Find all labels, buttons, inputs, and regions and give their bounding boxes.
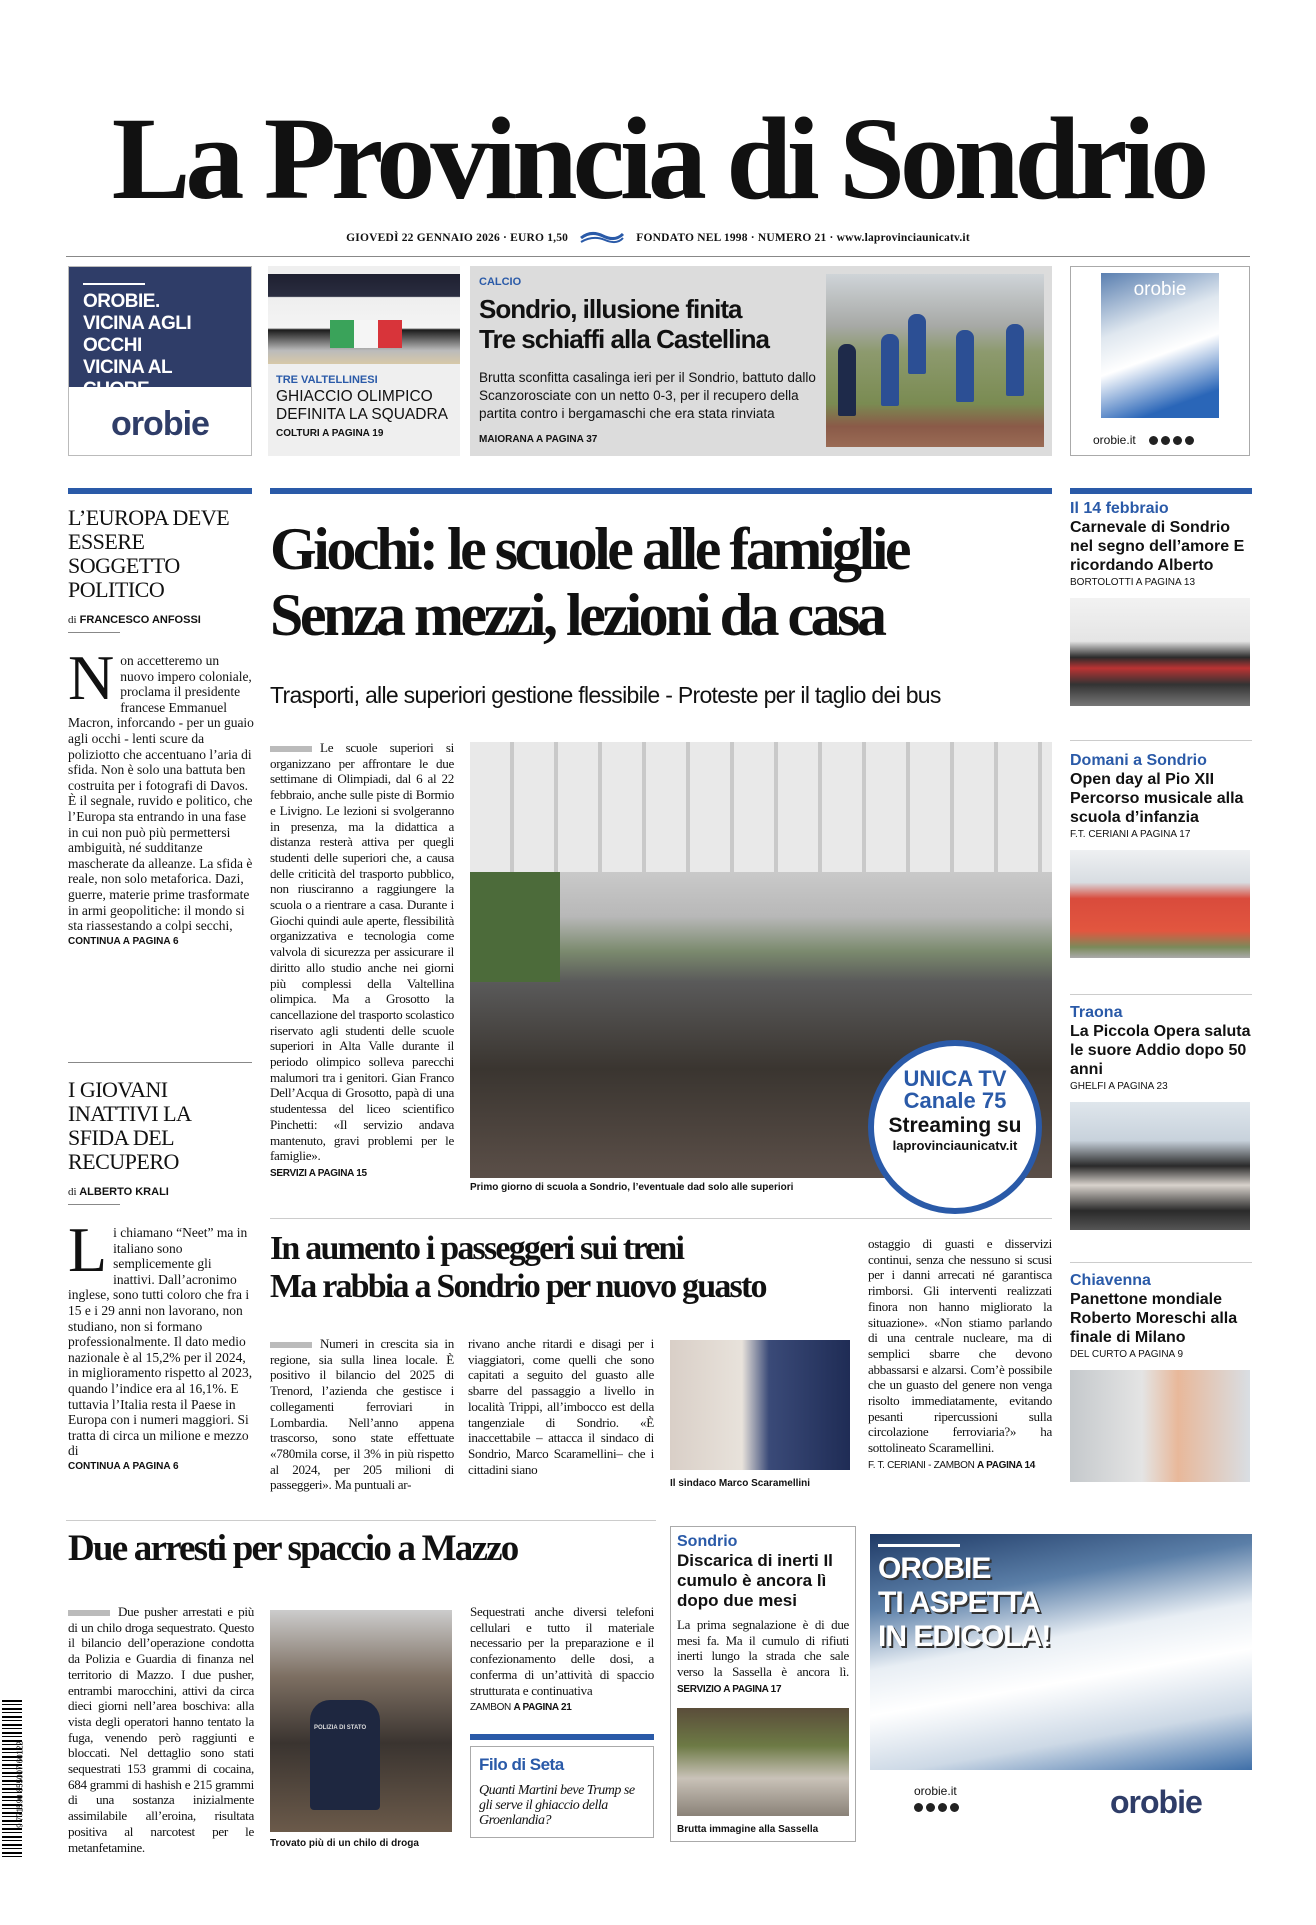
orobie-magazine-cover[interactable] [1070, 266, 1250, 456]
ad-site-link[interactable]: orobie.it [914, 1784, 957, 1798]
orobie-promo-line: VICINA AL CUORE [83, 357, 172, 400]
filo-bar [470, 1734, 654, 1740]
instagram-icon[interactable] [926, 1803, 935, 1812]
italian-flag-icon [330, 320, 402, 348]
drugs-col2 [470, 1604, 654, 1716]
sidebar-byline: F.T. CERIANI A PAGINA 17 [1070, 829, 1191, 840]
divider [1070, 994, 1252, 995]
sidebar-item[interactable] [1070, 1004, 1252, 1230]
calcio-headline [479, 294, 769, 354]
suore-photo [1070, 1102, 1250, 1230]
orobie-edicola-ad[interactable] [870, 1534, 1252, 1844]
lead-subhead: Trasporti, alle superiori gestione flessibile - Proteste per il taglio dei bus [270, 682, 941, 708]
magazine-site-link[interactable]: orobie.it [1093, 433, 1136, 447]
calcio-text: Brutta sconfitta casalinga ieri per il Sondrio, battuto dallo Scanzorosciate con un netto 0-3, per il recupero della partita contro i bergamaschi che era stata rinviata [479, 370, 816, 421]
sidebar-item[interactable] [1070, 500, 1252, 706]
facebook-icon[interactable] [1149, 436, 1158, 445]
opinion-author: ALBERTO KRALI [79, 1186, 169, 1198]
trains-headline-line: In aumento i passeggeri sui treni [270, 1230, 684, 1267]
tv-line: Streaming su [888, 1114, 1022, 1137]
lead-text: Le scuole superiori si organizzano per affrontare le due settimane di Olimpiadi, dal 6 al 22 febbraio, anche sulle piste di Bormio e Livigno. Le lezioni si svolgeranno in presenza, ma la didattica a distanza resterà attiva per quegli studenti delle superiori che, a causa delle criticità del trasporto pubblico, non riusciranno a raggiungere la scuola o a rientrare a casa. Durante i Giochi quindi aule aperte, flessibilità organizzativa e tecnologia come valvola di sicurezza per assicurare il diritto allo studio anche nei giorni più complessi della Valtellina olimpica. Ma a Grosotto la cancellazione del trasporto scolastico riservato agli studenti delle scuole superiori in Alta Valle durante il periodo olimpico solleva parecchi malumori tra i genitori. Gian Franco Dell’Acqua di Grosotto, papà di una studentessa del liceo scientifico Pinchetti: «Il servizio andava mantenuto, gravi problemi per le famiglie». [270, 740, 454, 1164]
teaser-ghiaccio[interactable] [268, 266, 460, 456]
masthead-rule [66, 256, 1250, 257]
magazine-cover-image [1101, 273, 1219, 418]
team-photo [268, 274, 460, 364]
sidebar-kicker: Domani a Sondrio [1070, 752, 1207, 769]
calcio-headline-line: Sondrio, illusione finita [479, 294, 742, 324]
barcode-number: 9 771590 855007 60122 [15, 1741, 25, 1828]
filo-di-seta[interactable] [470, 1746, 654, 1838]
opinion-text: i chiamano “Neet” ma in italiano sono semplicemente gli inattivi. Dall’acronimo inglese, sono tutti coloro che fra i 15 e i 29 anni non lavorano, non studiano, non si formano professionalmente. Il dato medio nazionale è al 15,2% per il 2024, in miglioramento rispetto al 2023, quando l’indice era al 16,1%. E tuttavia l’Italia resta il Paese in Europa con i numeri maggiori. Si tratta di circa un milione e mezzo di [68, 1225, 253, 1459]
ad-site [914, 1784, 959, 1812]
x-icon[interactable] [1173, 436, 1182, 445]
discarica-kicker: Sondrio [677, 1533, 738, 1550]
trains-text: ostaggio di guasti e disservizi continui, senza che nessuno si scusi per i danni arrecati né garantisca rimborsi. Gli interventi realizzati finora non hanno migliorato la situazione». «Non stiamo parlando di una centrale nucleare, ma di semplici sbarre che devono abbassarsi e alzarsi. Com’è possibile che un guasto del genere non venga risolto immediatamente, evitando pesanti ripercussioni sulla circolazione ferroviaria?» ha sottolineato Scaramellini. [868, 1236, 1052, 1456]
sidebar-kicker: Il 14 febbraio [1070, 500, 1169, 517]
opinion-body [68, 1214, 254, 1459]
calcio-teaser[interactable] [470, 266, 1052, 456]
calcio-headline-line: Tre schiaffi alla Castellina [479, 324, 769, 354]
divider [68, 1062, 252, 1063]
teaser-headline: GHIACCIO OLIMPICO DEFINITA LA SQUADRA [276, 388, 448, 423]
police-photo [270, 1610, 452, 1832]
mountain-photo [870, 1534, 1252, 1770]
ad-line: OROBIE [878, 1552, 991, 1585]
drugs-byline[interactable]: ZAMBON A PAGINA 21 [470, 1702, 572, 1714]
lead-top-bar [270, 488, 1052, 494]
filo-text: Quanti Martini beve Trump se gli serve il ghiaccio della Groenlandia? [479, 1783, 635, 1828]
opinion-top-bar [68, 488, 252, 494]
trains-headline-line: Ma rabbia a Sondrio per nuovo guasto [270, 1268, 766, 1305]
opinion-author: FRANCESCO ANFOSSI [79, 614, 201, 626]
discarica-byline[interactable]: SERVIZIO A PAGINA 17 [677, 1683, 782, 1695]
sidebar-headline: Carnevale di Sondrio nel segno dell’amore E ricordando Alberto [1070, 519, 1245, 574]
trains-col3 [868, 1236, 1052, 1474]
instagram-icon[interactable] [1161, 436, 1170, 445]
sidebar-item[interactable] [1070, 1272, 1252, 1482]
tv-line: Canale 75 [903, 1088, 1007, 1113]
unica-tv-badge[interactable] [868, 1040, 1042, 1214]
drugs-text: Due pusher arrestati e più di un chilo droga sequestrato. Questo il bilancio dell’operazione condotta da Polizia e Guardia di finanza nel territorio di Mazzo. I due pusher, entrambi marocchini, attivi da circa dieci giorni nell’area boschiva: alla vista degli operatori hanno tentato la fuga, venendo però raggiunti e bloccati. Nel dettaglio sono stati sequestrati 153 grammi di cocaina, 684 grammi di hashish e 215 grammi di una sostanza inizialmente assimilabile all’eroina, risultata positiva al narcotest per le metanfetamine. [68, 1604, 254, 1855]
dropcap: N [68, 642, 115, 713]
founding-info: FONDATO NEL 1998 · NUMERO 21 · www.laprovinciaunicatv.it [636, 232, 970, 245]
sidebar-headline: Panettone mondiale Roberto Moreschi alla finale di Milano [1070, 1291, 1238, 1346]
orobie-promo-line: VICINA AGLI OCCHI [83, 313, 192, 356]
opinion-article[interactable] [68, 506, 254, 947]
orobie-logo: orobie [111, 405, 209, 443]
discarica-photo-caption: Brutta immagine alla Sassella [677, 1823, 819, 1835]
youtube-icon[interactable] [950, 1803, 959, 1812]
discarica-body: La prima segnalazione è di due mesi fa. Ma il cumulo di rifiuti inerti lungo la strada che sale verso la Sassella è ancora lì. SERVIZIO A PAGINA 17 [677, 1617, 849, 1695]
lead-headline[interactable] [270, 516, 1052, 648]
mayor-photo [670, 1340, 850, 1470]
opinion-title: L’EUROPA DEVE ESSERE SOGGETTO POLITICO [68, 505, 230, 602]
continue-link[interactable]: SERVIZI A PAGINA 15 [270, 1167, 367, 1179]
trains-headline[interactable] [270, 1230, 860, 1306]
teaser-byline: COLTURI A PAGINA 19 [276, 428, 384, 439]
tv-link[interactable]: laprovinciaunicatv.it [892, 1138, 1018, 1153]
divider [66, 1520, 656, 1521]
divider [270, 1218, 1052, 1219]
continue-link[interactable]: CONTINUA A PAGINA 6 [68, 935, 179, 947]
orobie-promo[interactable] [68, 266, 252, 456]
trains-col2: rivano anche ritardi e disagi per i viaggiatori, come quelli che sono capitati a seguito del guasto alle sbarre del passaggio a livello in località Trippi, all’imbocco est della tangenziale di Sondrio. «È inaccettabile – attacca il sindaco di Sondrio, Marco Scaramellini– che i cittadini siano [468, 1336, 654, 1477]
sidebar-item[interactable] [1070, 752, 1252, 958]
filo-title: Filo di Seta [479, 1755, 564, 1774]
discarica-photo [677, 1708, 849, 1816]
calcio-byline: MAIORANA A PAGINA 37 [479, 434, 598, 445]
mayor-photo-caption: Il sindaco Marco Scaramellini [670, 1478, 811, 1489]
youtube-icon[interactable] [1185, 436, 1194, 445]
police-photo-caption: Trovato più di un chilo di droga [270, 1838, 419, 1849]
calcio-kicker: CALCIO [479, 276, 522, 288]
continue-link[interactable]: CONTINUA A PAGINA 6 [68, 1460, 179, 1472]
ad-line: IN EDICOLA! [878, 1620, 1051, 1653]
wave-logo-icon [579, 230, 625, 247]
divider [1070, 1262, 1252, 1263]
sidebar-kicker: Traona [1070, 1004, 1123, 1021]
sidebar-kicker: Chiavenna [1070, 1272, 1151, 1289]
dateline [66, 230, 1250, 247]
divider [1070, 740, 1252, 741]
lead-photo-caption: Primo giorno di scuola a Sondrio, l’eventuale dad solo alle superiori [470, 1182, 794, 1193]
date-price: GIOVEDÌ 22 GENNAIO 2026 · EURO 1,50 [346, 232, 569, 245]
opinion-text: on accetteremo un nuovo impero coloniale, proclama il presidente francese Emmanuel Macron, inforcando - per un guaio agli occhi - lenti scure da poliziotto che accentuano l’aria di sfida. Non è solo una battuta ben costruita per i fotografi di Davos. È il segnale, ruvido e politico, che l’Europa sta entrando in una fase in cui non può più permettersi ambiguità, né sudditanze mascherate da alleanze. La sfida è reale, non solo metaforica. Dazi, guerre, materie prime trasformate in armi geopolitiche: il mondo si sta riassestando a colpi secchi, [68, 653, 254, 934]
sidebar-byline: DEL CURTO A PAGINA 9 [1070, 1349, 1184, 1360]
drugs-headline[interactable]: Due arresti per spaccio a Mazzo [68, 1528, 518, 1569]
opinion-byline: di FRANCESCO ANFOSSI [68, 614, 201, 626]
x-icon[interactable] [938, 1803, 947, 1812]
police-jacket-label: POLIZIA DI STATO [314, 1725, 367, 1731]
discarica-article[interactable] [670, 1526, 856, 1842]
sidebar-byline: GHELFI A PAGINA 23 [1070, 1081, 1168, 1092]
carnevale-photo [1070, 598, 1250, 706]
panettone-photo [1070, 1370, 1250, 1482]
sidebar-headline: La Piccola Opera saluta le suore Addio dopo 50 anni [1070, 1023, 1251, 1078]
trains-text: Numeri in crescita sia in regione, sia sulla linea locale. È positivo il bilancio del 2025 di Trenord, l’azienda che gestisce i collegamenti ferroviari in Lombardia. Nell’anno appena trascorso, sono state effettuate «780mila corse, il 3% in più rispetto al 2024, per 205 milioni di passeggeri». Ma puntuali ar- [270, 1336, 454, 1493]
football-photo [826, 274, 1044, 447]
facebook-icon[interactable] [914, 1803, 923, 1812]
ad-orobie-logo: orobie [1110, 1784, 1202, 1820]
sidebar-headline: Open day al Pio XII Percorso musicale alla scuola d’infanzia [1070, 771, 1244, 826]
lead-headline-line: Senza mezzi, lezioni da casa [270, 582, 884, 648]
drugs-col1 [68, 1604, 254, 1855]
trains-col1 [270, 1336, 454, 1493]
school-building-photo [1070, 850, 1250, 958]
magazine-site [1093, 433, 1194, 447]
teaser-kicker: TRE VALTELLINESI [276, 374, 378, 386]
magazine-cover-title: orobie [1133, 279, 1187, 300]
opinion-title: I GIOVANI INATTIVI LA SFIDA DEL RECUPERO [68, 1077, 191, 1174]
lead-headline-line: Giochi: le scuole alle famiglie [270, 516, 909, 582]
ad-line: TI ASPETTA [878, 1586, 1040, 1619]
sidebar-byline: BORTOLOTTI A PAGINA 13 [1070, 577, 1196, 588]
discarica-headline: Discarica di inerti Il cumulo è ancora lì dopo due mesi [677, 1551, 833, 1610]
opinion-byline: di ALBERTO KRALI [68, 1186, 169, 1198]
masthead-title: La Provincia di Sondrio [111, 93, 1205, 224]
tv-line: UNICA TV [903, 1066, 1007, 1091]
opinion-article[interactable] [68, 1078, 254, 1472]
opinion-body [68, 642, 254, 934]
orobie-promo-line: OROBIE. [83, 291, 160, 312]
sidebar-top-bar [1070, 488, 1252, 494]
dropcap: L [68, 1214, 108, 1285]
trains-byline[interactable]: F. T. CERIANI - ZAMBON A PAGINA 14 [868, 1459, 1036, 1471]
drugs-text: Sequestrati anche diversi telefoni cellulari e tutto il materiale necessario per la preparazione e il confezionamento delle dosi, a conferma di un’attività di spaccio strutturata e continuativa [470, 1604, 654, 1698]
lead-body [270, 740, 454, 1182]
